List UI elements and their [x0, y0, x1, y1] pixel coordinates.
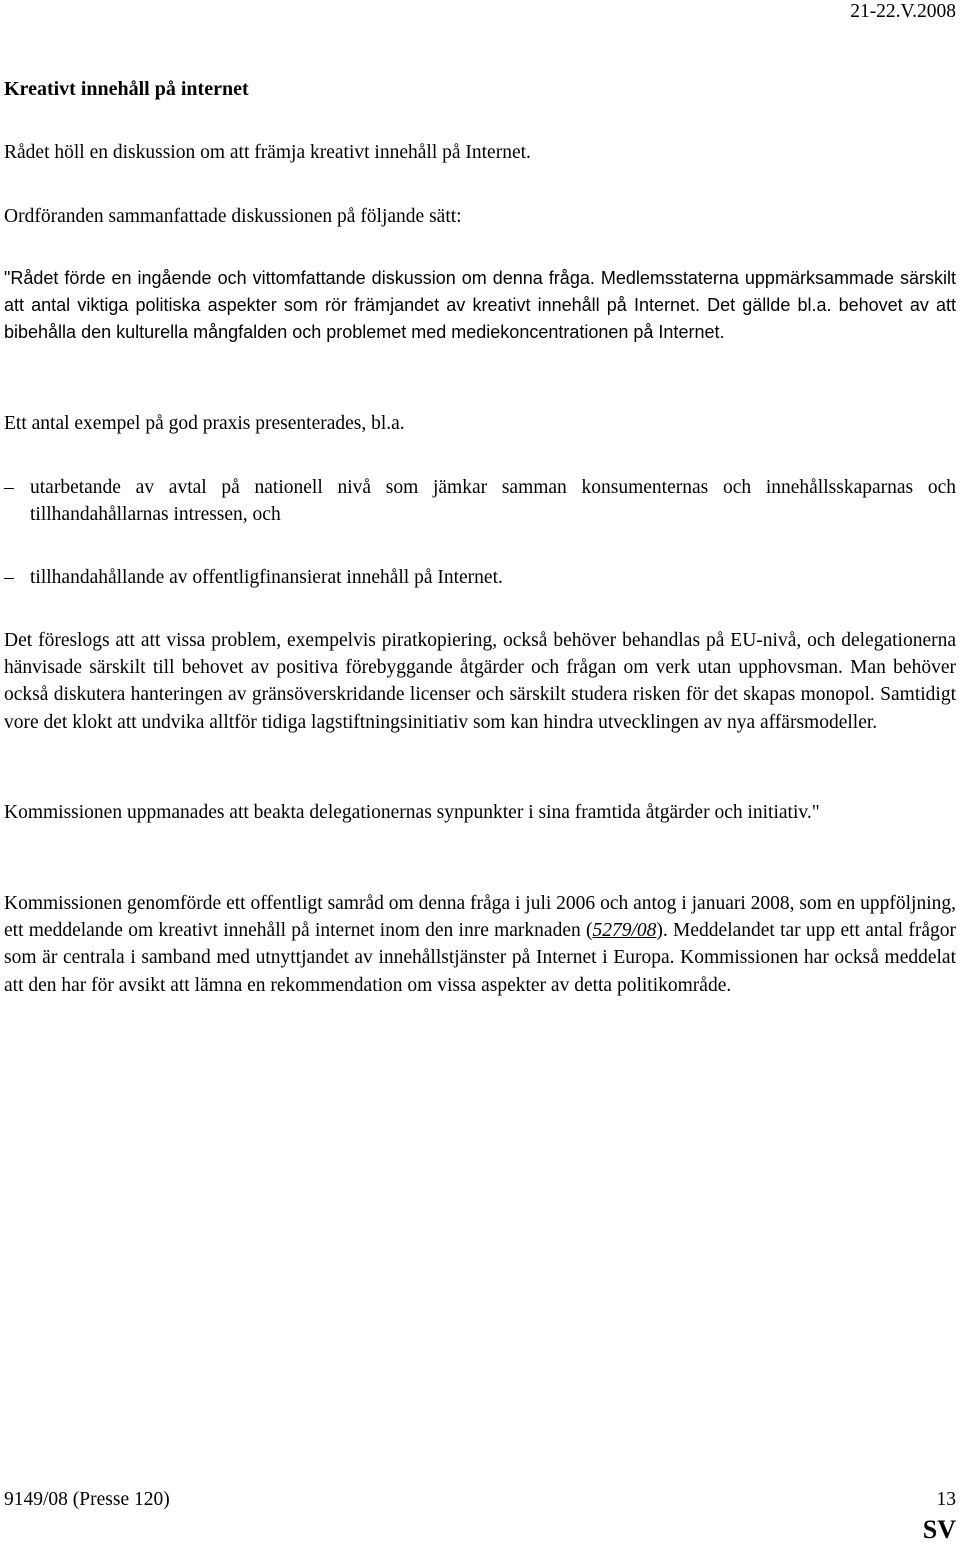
document-reference-link[interactable]: 5279/08	[592, 920, 657, 942]
dash-bullet-icon: –	[4, 477, 14, 498]
paragraph-discussion: Rådet höll en diskussion om att främja kreativt innehåll på Internet.	[4, 142, 531, 163]
footer-doc-ref: 9149/08 (Presse 120)	[4, 1489, 170, 1510]
section-heading: Kreativt innehåll på internet	[4, 78, 249, 100]
paragraph-examples-intro: Ett antal exempel på god praxis presenterades, bl.a.	[4, 413, 405, 434]
consultation-text-end: ). Meddelandet tar upp ett antal frågor som är centrala i samband med utnyttjandet av innehållstjänster på Internet i Europa. Kommissionen har också meddelat att den har för avsikt att lämna en rekommendation om vissa aspekter av detta politikområde.	[4, 920, 956, 996]
footer-page-number: 13	[936, 1489, 956, 1510]
paragraph-summary-intro: Ordföranden sammanfattade diskussionen på följande sätt:	[4, 206, 462, 227]
consultation-text-start: Kommissionen genomförde ett offentligt samråd om denna fråga i juli 2006 och antog i januari 2008, som en uppföljning, ett meddelande om kreativt innehåll på internet inom den inre marknaden (	[4, 893, 956, 942]
paragraph-quote-opening: "Rådet förde en ingående och vittomfattande diskussion om denna fråga. Medlemsstaterna uppmärksammade särskilt att antal viktiga politiska aspekter som rör främjandet av kreativt innehåll på Internet. Det gällde bl.a. behovet av att bibehålla den kulturella mångfalden och problemet med mediekoncentrationen på Internet.	[4, 268, 956, 343]
paragraph-proposals: Det föreslogs att att vissa problem, exempelvis piratkopiering, också behöver behandlas på EU-nivå, och delegationerna hänvisade särskilt till behovet av positiva förebyggande åtgärder och frågan om verk utan upphovsman. Man behöver också diskutera hanteringen av gränsöverskridande licenser och särskilt studera risken för det skapas monopol. Samtidigt vore det klokt att undvika alltför tidiga lagstiftningsinitiativ som kan hindra utvecklingen av nya affärsmodeller.	[4, 630, 956, 733]
paragraph-consultation	[4, 890, 956, 999]
bullet-item	[4, 564, 956, 591]
paragraph-commission-urged: Kommissionen uppmanades att beakta delegationernas synpunkter i sina framtida åtgärder och initiativ."	[4, 802, 820, 823]
bullet-item	[4, 474, 956, 528]
bullet-text: utarbetande av avtal på nationell nivå som jämkar samman konsumenternas och innehållsskaparnas och tillhandahållarnas intressen, och	[30, 477, 956, 526]
document-date: 21-22.V.2008	[850, 1, 956, 22]
bullet-text: tillhandahållande av offentligfinansierat innehåll på Internet.	[30, 567, 503, 588]
footer-language-code: SV	[922, 1515, 956, 1544]
dash-bullet-icon: –	[4, 567, 14, 588]
